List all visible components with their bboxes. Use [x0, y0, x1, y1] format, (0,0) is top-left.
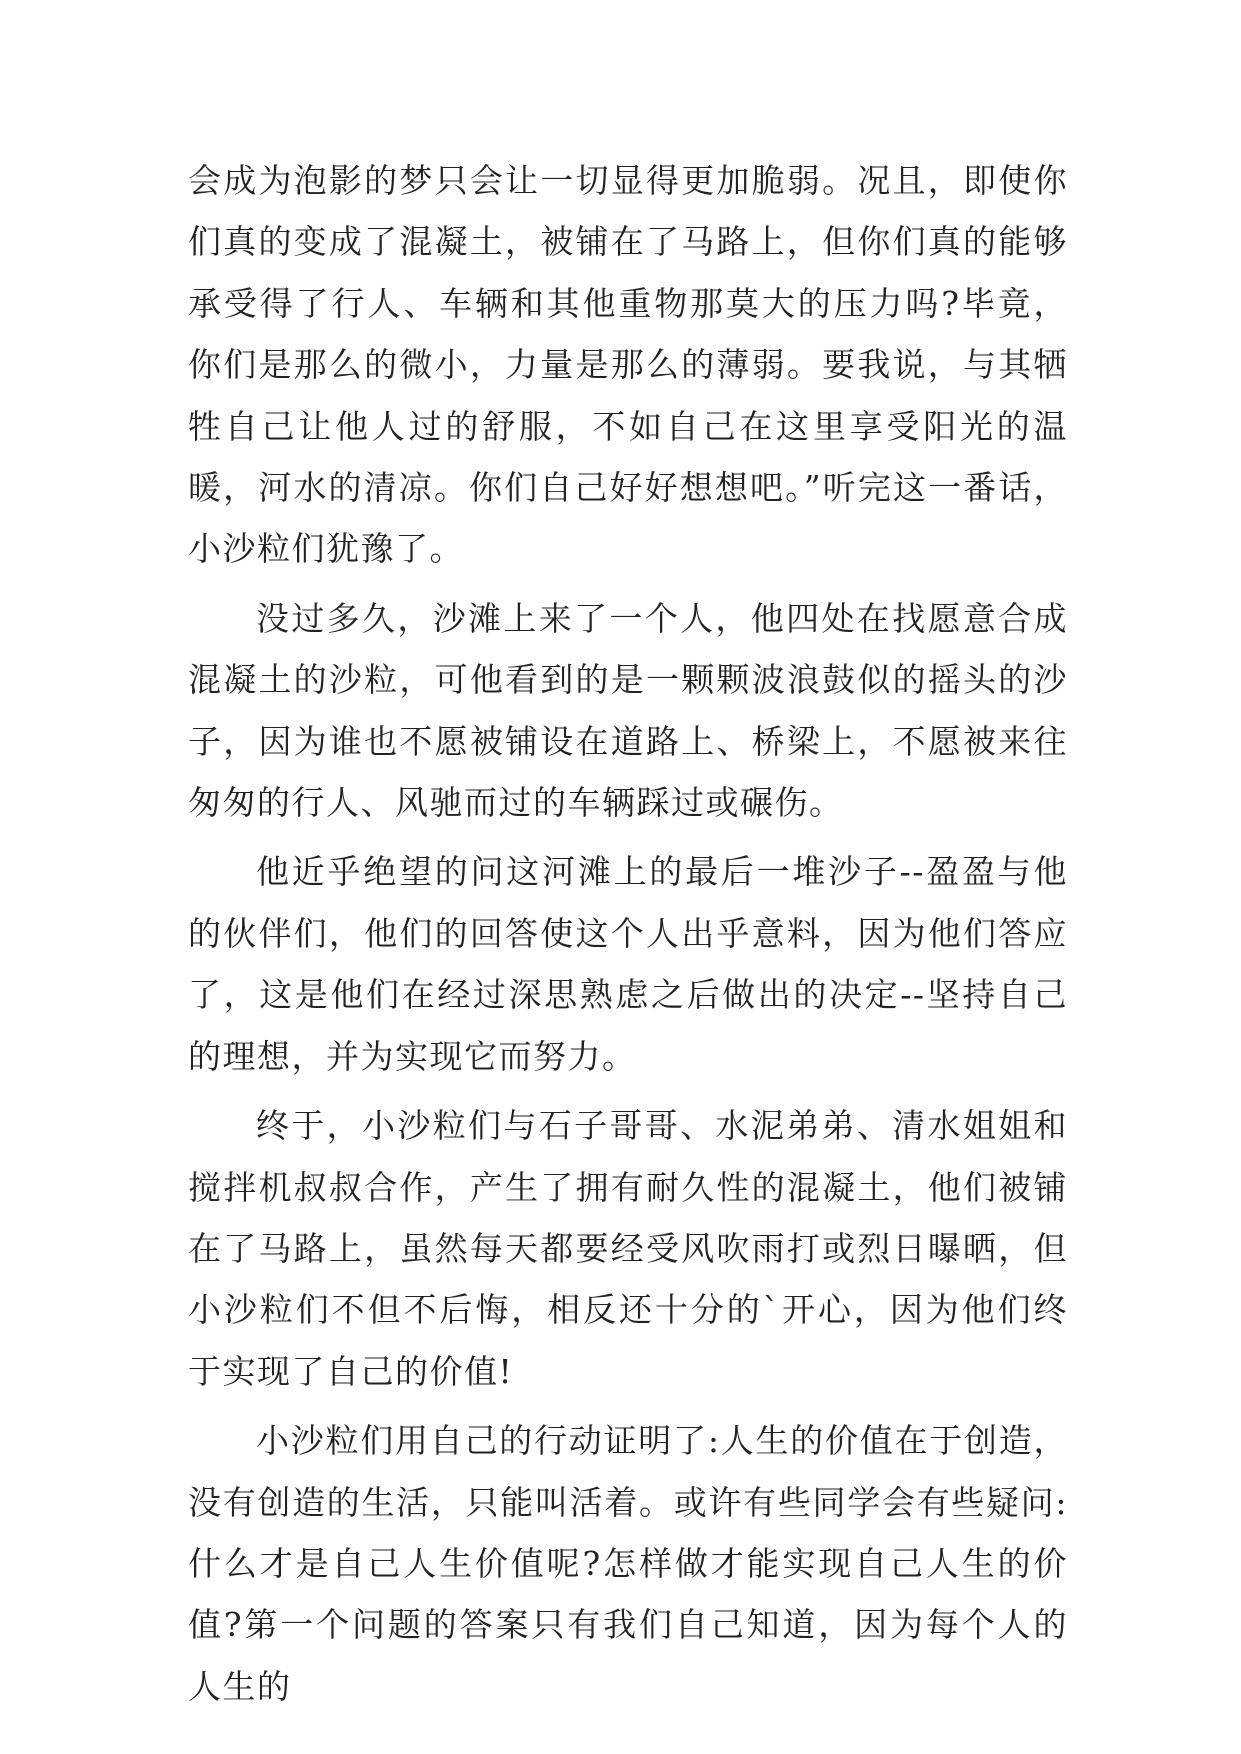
paragraph-3: 他近乎绝望的问这河滩上的最后一堆沙子--盈盈与他的伙伴们，他们的回答使这个人出乎意料，因为他们答应了，这是他们在经过深思熟虑之后做出的决定--坚持自己的理想，并为实现它而努力。: [188, 852, 1068, 1076]
paragraph-1: 会成为泡影的梦只会让一切显得更加脆弱。况且，即使你们真的变成了混凝土，被铺在了马路上，但你们真的能够承受得了行人、车辆和其他重物那莫大的压力吗?毕竟，你们是那么的微小，力量是那么的薄弱。要我说，与其牺牲自己让他人过的舒服，不如自己在这里享受阳光的温暖，河水的清凉。你们自己好好想想吧。”听完这一番话，小沙粒们犹豫了。: [188, 161, 1068, 569]
paragraph-5: 小沙粒们用自己的行动证明了:人生的价值在于创造，没有创造的生活，只能叫活着。或许有些同学会有些疑问:什么才是自己人生价值呢?怎样做才能实现自己人生的价值?第一个问题的答案只有我们自己知道，因为每个人的人生的: [188, 1421, 1068, 1706]
document-body: [188, 150, 1068, 1725]
paragraph-4: 终于，小沙粒们与石子哥哥、水泥弟弟、清水姐姐和搅拌机叔叔合作，产生了拥有耐久性的混凝土，他们被铺在了马路上，虽然每天都要经受风吹雨打或烈日曝晒，但小沙粒们不但不后悔，相反还十分的`开心，因为他们终于实现了自己的价值!: [188, 1106, 1068, 1391]
paragraph-2: 没过多久，沙滩上来了一个人，他四处在找愿意合成混凝土的沙粒，可他看到的是一颗颗波浪鼓似的摇头的沙子，因为谁也不愿被铺设在道路上、桥梁上，不愿被来往匆匆的行人、风驰而过的车辆踩过或碾伤。: [188, 598, 1068, 823]
